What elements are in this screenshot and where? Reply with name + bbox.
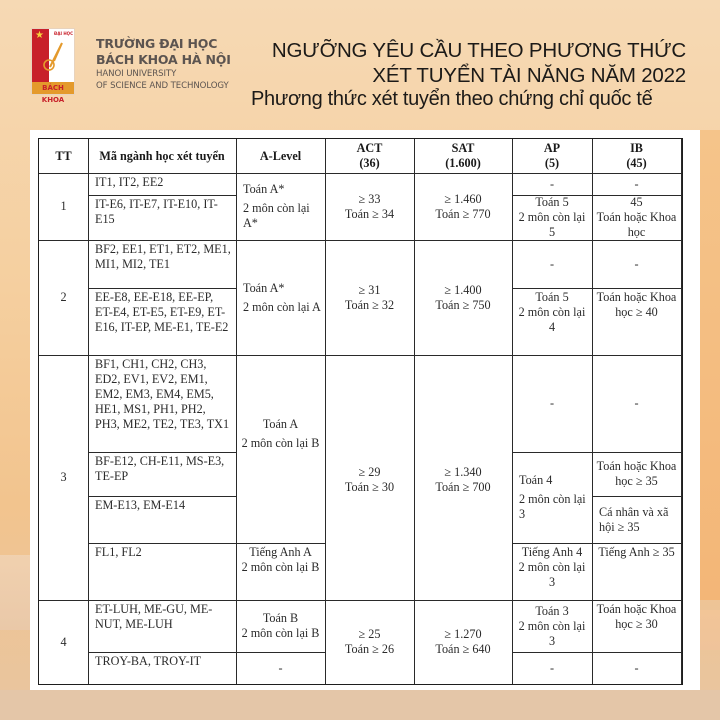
ap-value: - xyxy=(549,256,555,271)
group-4-ap-a xyxy=(512,600,593,653)
major-codes: EM-E13, EM-E14 xyxy=(95,498,186,512)
group-3-codes-c xyxy=(88,496,237,544)
ib-value: Toán hoặc Khoa học ≥ 40 xyxy=(596,290,677,319)
alevel-main: Tiếng Anh A xyxy=(249,545,312,559)
ib-value: Cá nhân và xã hội ≥ 35 xyxy=(599,504,669,534)
group-number: 2 xyxy=(60,290,67,304)
background-stripe xyxy=(700,130,720,600)
background-footer-band xyxy=(0,690,720,720)
group-4-ib-b xyxy=(592,652,682,685)
group-3-codes-b xyxy=(88,452,237,497)
header-tt-label: TT xyxy=(55,148,72,163)
header-ap-label: AP xyxy=(543,141,561,155)
sat-math: Toán ≥ 770 xyxy=(435,206,491,221)
group-4-ap-b xyxy=(512,652,593,685)
group-1-ap-b xyxy=(512,195,593,241)
compass-icon xyxy=(42,41,64,75)
group-4-act xyxy=(325,600,415,685)
group-1-act xyxy=(325,173,415,241)
group-2-act xyxy=(325,240,415,356)
act-math: Toán ≥ 34 xyxy=(344,206,395,221)
ap-value: - xyxy=(549,396,555,410)
group-4-tt xyxy=(39,600,89,685)
sat-total: ≥ 1.340 xyxy=(444,465,482,479)
ib-value: Toán hoặc Khoa học ≥ 35 xyxy=(596,459,677,488)
group-4-alevel-a xyxy=(236,600,326,653)
act-math: Toán ≥ 32 xyxy=(344,297,395,312)
group-1-ap-a xyxy=(512,173,593,196)
major-codes: EE-E8, EE-E18, EE-EP, ET-E4, ET-E5, ET-E9, ET-E16, IT-EP, ME-E1, TE-E2 xyxy=(95,290,229,334)
group-2-sat xyxy=(414,240,513,356)
ib-value: - xyxy=(634,256,639,271)
ap-value: Tiếng Anh 4 xyxy=(521,545,583,559)
ap-other: 2 môn còn lại 3 xyxy=(518,560,586,589)
group-4-codes-b xyxy=(88,652,237,685)
university-name-vn-1: TRƯỜNG ĐẠI HỌC xyxy=(96,36,218,51)
act-math: Toán ≥ 26 xyxy=(344,642,395,656)
header-alevel-label: A-Level xyxy=(259,148,302,163)
ap-other: 2 môn còn lại 5 xyxy=(518,210,586,239)
header-ma-nganh xyxy=(88,139,237,174)
alevel-other: 2 môn còn lại B xyxy=(241,626,320,640)
header-act-label: ACT xyxy=(356,141,383,155)
group-3-ib-c xyxy=(592,496,682,544)
group-1-tt xyxy=(39,173,89,241)
group-number: 1 xyxy=(60,199,67,213)
group-2-ap-b xyxy=(512,288,593,356)
star-icon: ★ xyxy=(35,30,44,41)
act-math: Toán ≥ 30 xyxy=(344,480,395,494)
ib-value: 45 xyxy=(630,195,643,209)
group-3-codes-d xyxy=(88,543,237,601)
header-ib xyxy=(592,139,682,174)
ap-value: - xyxy=(549,660,555,675)
page-title xyxy=(272,38,686,88)
alevel-main: Toán A* xyxy=(243,280,285,295)
group-3-act xyxy=(325,355,415,601)
major-codes: BF1, CH1, CH2, CH3, ED2, EV1, EV2, EM1, EM2, EM3, EM4, EM5, HE1, MS1, PH1, PH2, PH3, ME2, TE2, TE3, TX1 xyxy=(95,357,230,431)
ap-value: Toán 5 xyxy=(535,290,569,304)
group-3-tt xyxy=(39,355,89,601)
requirements-table-panel xyxy=(30,130,700,690)
alevel-main: Toán A* xyxy=(243,182,285,196)
sat-total: ≥ 1.460 xyxy=(444,191,482,206)
act-total: ≥ 29 xyxy=(358,465,381,479)
group-1-sat xyxy=(414,173,513,241)
group-2-ib-a xyxy=(592,240,682,289)
group-number: 3 xyxy=(60,470,67,484)
major-codes: FL1, FL2 xyxy=(95,545,142,559)
group-3-ap-c xyxy=(512,543,593,601)
group-3-alevel-a xyxy=(236,355,326,544)
header-sat-max: (1.600) xyxy=(445,156,481,170)
university-name xyxy=(96,36,231,92)
sat-math: Toán ≥ 640 xyxy=(435,642,491,656)
university-name-vn-2: BÁCH KHOA HÀ NỘI xyxy=(96,52,231,67)
ap-other: 2 môn còn lại 3 xyxy=(518,618,586,648)
alevel-other: 2 môn còn lại B xyxy=(241,560,320,574)
group-4-codes-a xyxy=(88,600,237,653)
header-act xyxy=(325,139,415,174)
group-2-codes-a xyxy=(88,240,237,289)
page-subtitle: Phương thức xét tuyển theo chứng chỉ quốc tế xyxy=(251,88,653,110)
group-1-codes-b xyxy=(88,195,237,241)
header-sat xyxy=(414,139,513,174)
alevel-main: Toán B xyxy=(262,611,299,625)
ap-value: Toán 5 xyxy=(535,195,569,209)
page-title-line-1: NGƯỠNG YÊU CẦU THEO PHƯƠNG THỨC xyxy=(271,39,686,62)
act-total: ≥ 25 xyxy=(358,627,381,641)
university-name-en-2: OF SCIENCE AND TECHNOLOGY xyxy=(96,81,229,91)
group-2-ap-a xyxy=(512,240,593,289)
ap-other: 2 môn còn lại 4 xyxy=(518,305,586,334)
ap-value: Toán 4 xyxy=(519,473,553,487)
header-ib-label: IB xyxy=(630,141,643,155)
group-4-ib-a xyxy=(592,600,682,653)
group-4-alevel-b xyxy=(236,652,326,685)
group-2-codes-b xyxy=(88,288,237,356)
ap-value: Toán 3 xyxy=(535,603,569,618)
group-3-ap-b xyxy=(512,452,593,544)
group-2-alevel xyxy=(236,240,326,356)
ap-value: - xyxy=(549,176,555,191)
group-1-codes-a xyxy=(88,173,237,196)
header-act-max: (36) xyxy=(359,156,380,170)
header-tt xyxy=(39,139,89,174)
ib-value: Tiếng Anh ≥ 35 xyxy=(598,545,675,559)
alevel-other: 2 môn còn lại A* xyxy=(243,201,310,230)
sat-math: Toán ≥ 700 xyxy=(435,480,491,494)
major-codes: IT-E6, IT-E7, IT-E10, IT-E15 xyxy=(95,197,218,226)
group-1-ib-a xyxy=(592,173,682,196)
major-codes: ET-LUH, ME-GU, ME-NUT, ME-LUH xyxy=(95,602,213,631)
alevel-other: 2 môn còn lại A xyxy=(243,299,321,314)
header-ib-max: (45) xyxy=(626,156,647,170)
alevel-main: Toán A xyxy=(262,417,299,431)
major-codes: BF2, EE1, ET1, ET2, ME1, MI1, MI2, TE1 xyxy=(95,242,231,271)
ib-value: - xyxy=(634,396,639,410)
ib-value: - xyxy=(634,176,639,191)
logo-tag: ĐẠI HỌC xyxy=(54,31,74,36)
header-ma-nganh-label: Mã ngành học xét tuyển xyxy=(99,148,225,163)
logo-band: BÁCH KHOA xyxy=(32,82,74,94)
header-alevel xyxy=(236,139,326,174)
university-logo xyxy=(31,28,75,104)
sat-math: Toán ≥ 750 xyxy=(435,297,491,312)
ib-value: Toán hoặc Khoa học ≥ 30 xyxy=(596,602,677,631)
ap-other: 2 môn còn lại 3 xyxy=(519,492,586,521)
major-codes: IT1, IT2, EE2 xyxy=(95,175,164,189)
act-total: ≥ 31 xyxy=(358,282,381,297)
ib-subject: Toán hoặc Khoa học xyxy=(596,210,677,239)
group-1-ib-b xyxy=(592,195,682,241)
alevel-other: 2 môn còn lại B xyxy=(241,436,320,450)
page-title-line-2: XÉT TUYỂN TÀI NĂNG NĂM 2022 xyxy=(372,64,686,87)
header-ap xyxy=(512,139,593,174)
group-4-sat xyxy=(414,600,513,685)
university-name-en-1: HANOI UNIVERSITY xyxy=(96,69,177,79)
sat-total: ≥ 1.270 xyxy=(444,627,482,641)
group-3-ib-d xyxy=(592,543,682,601)
group-3-alevel-b xyxy=(236,543,326,601)
major-codes: BF-E12, CH-E11, MS-E3, TE-EP xyxy=(95,454,225,483)
group-2-ib-b xyxy=(592,288,682,356)
group-number: 4 xyxy=(60,634,67,649)
act-total: ≥ 33 xyxy=(358,191,381,206)
group-3-codes-a xyxy=(88,355,237,453)
group-3-ap-a xyxy=(512,355,593,453)
group-3-ib-a xyxy=(592,355,682,453)
background-building-left xyxy=(0,555,30,630)
group-2-tt xyxy=(39,240,89,356)
major-codes: TROY-BA, TROY-IT xyxy=(95,654,202,668)
header-sat-label: SAT xyxy=(451,141,475,155)
group-3-ib-b xyxy=(592,452,682,497)
group-1-alevel xyxy=(236,173,326,241)
group-3-sat xyxy=(414,355,513,601)
ib-value: - xyxy=(634,660,639,675)
sat-total: ≥ 1.400 xyxy=(444,282,482,297)
alevel-main: - xyxy=(278,660,283,675)
header-ap-max: (5) xyxy=(544,156,560,170)
